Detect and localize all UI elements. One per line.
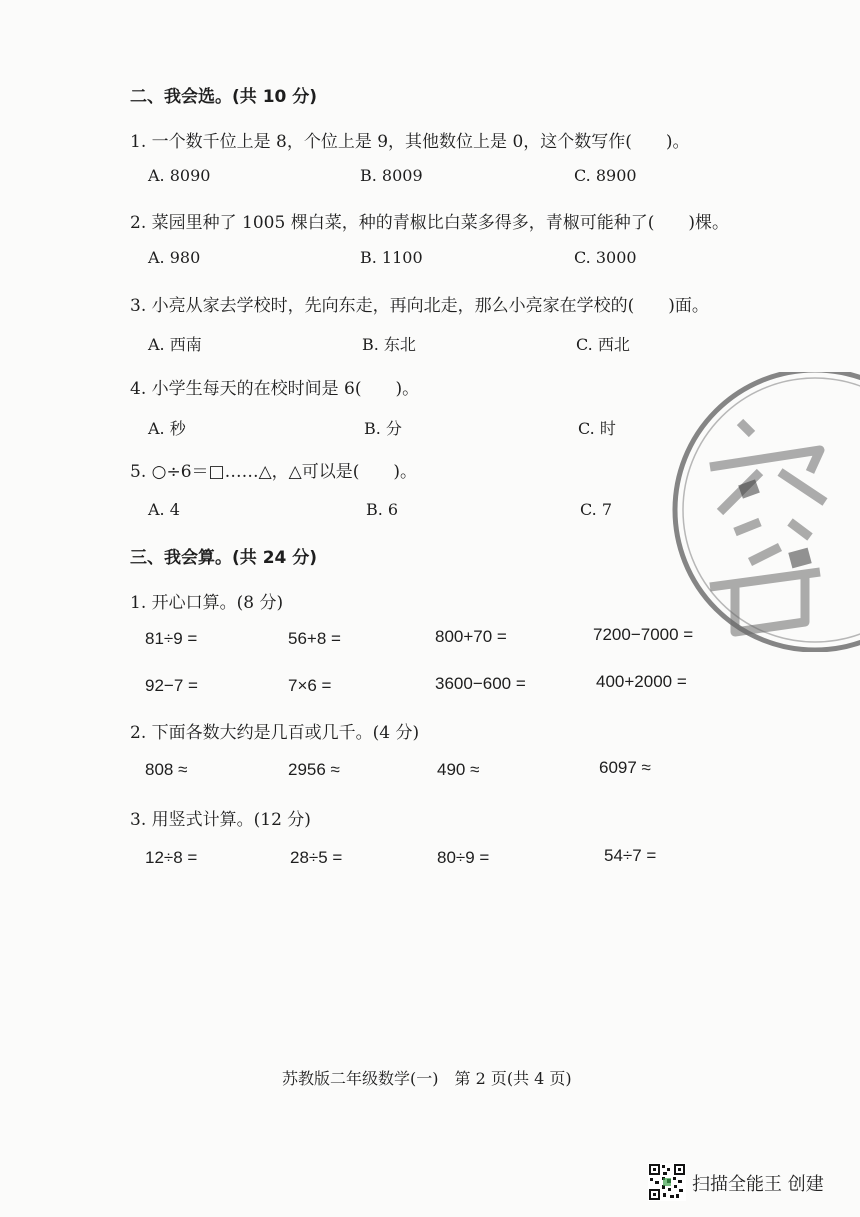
watermark-text: 扫描全能王 创建 [692, 1174, 824, 1195]
option-5b: B. 6 [366, 500, 399, 519]
vertical-calc-item: 54÷7 = [604, 846, 657, 865]
question-3: 3. 小亮从家去学校时，先向东走，再向北走，那么小亮家在学校的( )面。 [130, 296, 709, 316]
calc-item: 800+70 = [435, 627, 507, 646]
option-2c: C. 3000 [574, 248, 637, 267]
vertical-calc-item: 12÷8 = [145, 848, 198, 867]
question-4: 4. 小学生每天的在校时间是 6( )。 [130, 379, 420, 399]
qr-code-icon [648, 1163, 686, 1201]
estimate-item: 808 ≈ [145, 760, 188, 779]
estimate-item: 6097 ≈ [599, 758, 651, 777]
calc-part-2-title: 2. 下面各数大约是几百或几千。(4 分) [130, 723, 420, 743]
page-footer: 苏教版二年级数学(一) 第 2 页(共 4 页) [282, 1069, 572, 1088]
question-1: 1. 一个数千位上是 8，个位上是 9，其他数位上是 0，这个数写作( )。 [130, 132, 690, 152]
calc-item: 3600−600 = [435, 674, 526, 693]
question-2: 2. 菜园里种了 1005 棵白菜，种的青椒比白菜多得多，青椒可能种了( )棵。 [130, 213, 729, 233]
calc-item: 81÷9 = [145, 629, 198, 648]
section-heading-calc: 三、我会算。(共 24 分) [130, 548, 318, 568]
seal-stamp [640, 372, 860, 652]
calc-item: 7×6 = [288, 676, 332, 695]
estimate-item: 2956 ≈ [288, 760, 340, 779]
option-3b: B. 东北 [362, 335, 416, 354]
option-2b: B. 1100 [360, 248, 423, 267]
calc-item: 92−7 = [145, 676, 198, 695]
option-2a: A. 980 [148, 248, 201, 267]
vertical-calc-item: 28÷5 = [290, 848, 343, 867]
option-1c: C. 8900 [574, 166, 637, 185]
question-5: 5. ○÷6＝□……△，△可以是( )。 [130, 462, 417, 482]
calc-item: 56+8 = [288, 629, 341, 648]
vertical-calc-item: 80÷9 = [437, 848, 490, 867]
option-3c: C. 西北 [576, 335, 630, 354]
option-1b: B. 8009 [360, 166, 423, 185]
calc-item: 400+2000 = [596, 672, 687, 691]
option-3a: A. 西南 [148, 335, 202, 354]
option-4b: B. 分 [364, 419, 402, 438]
calc-part-3-title: 3. 用竖式计算。(12 分) [130, 810, 311, 830]
option-4a: A. 秒 [148, 419, 186, 438]
option-5a: A. 4 [148, 500, 180, 519]
option-4c: C. 时 [578, 419, 616, 438]
option-1a: A. 8090 [148, 166, 211, 185]
estimate-item: 490 ≈ [437, 760, 480, 779]
section-heading-choice: 二、我会选。(共 10 分) [130, 87, 318, 107]
calc-item: 7200−7000 = [593, 625, 694, 644]
option-5c: C. 7 [580, 500, 613, 519]
calc-part-1-title: 1. 开心口算。(8 分) [130, 593, 284, 613]
